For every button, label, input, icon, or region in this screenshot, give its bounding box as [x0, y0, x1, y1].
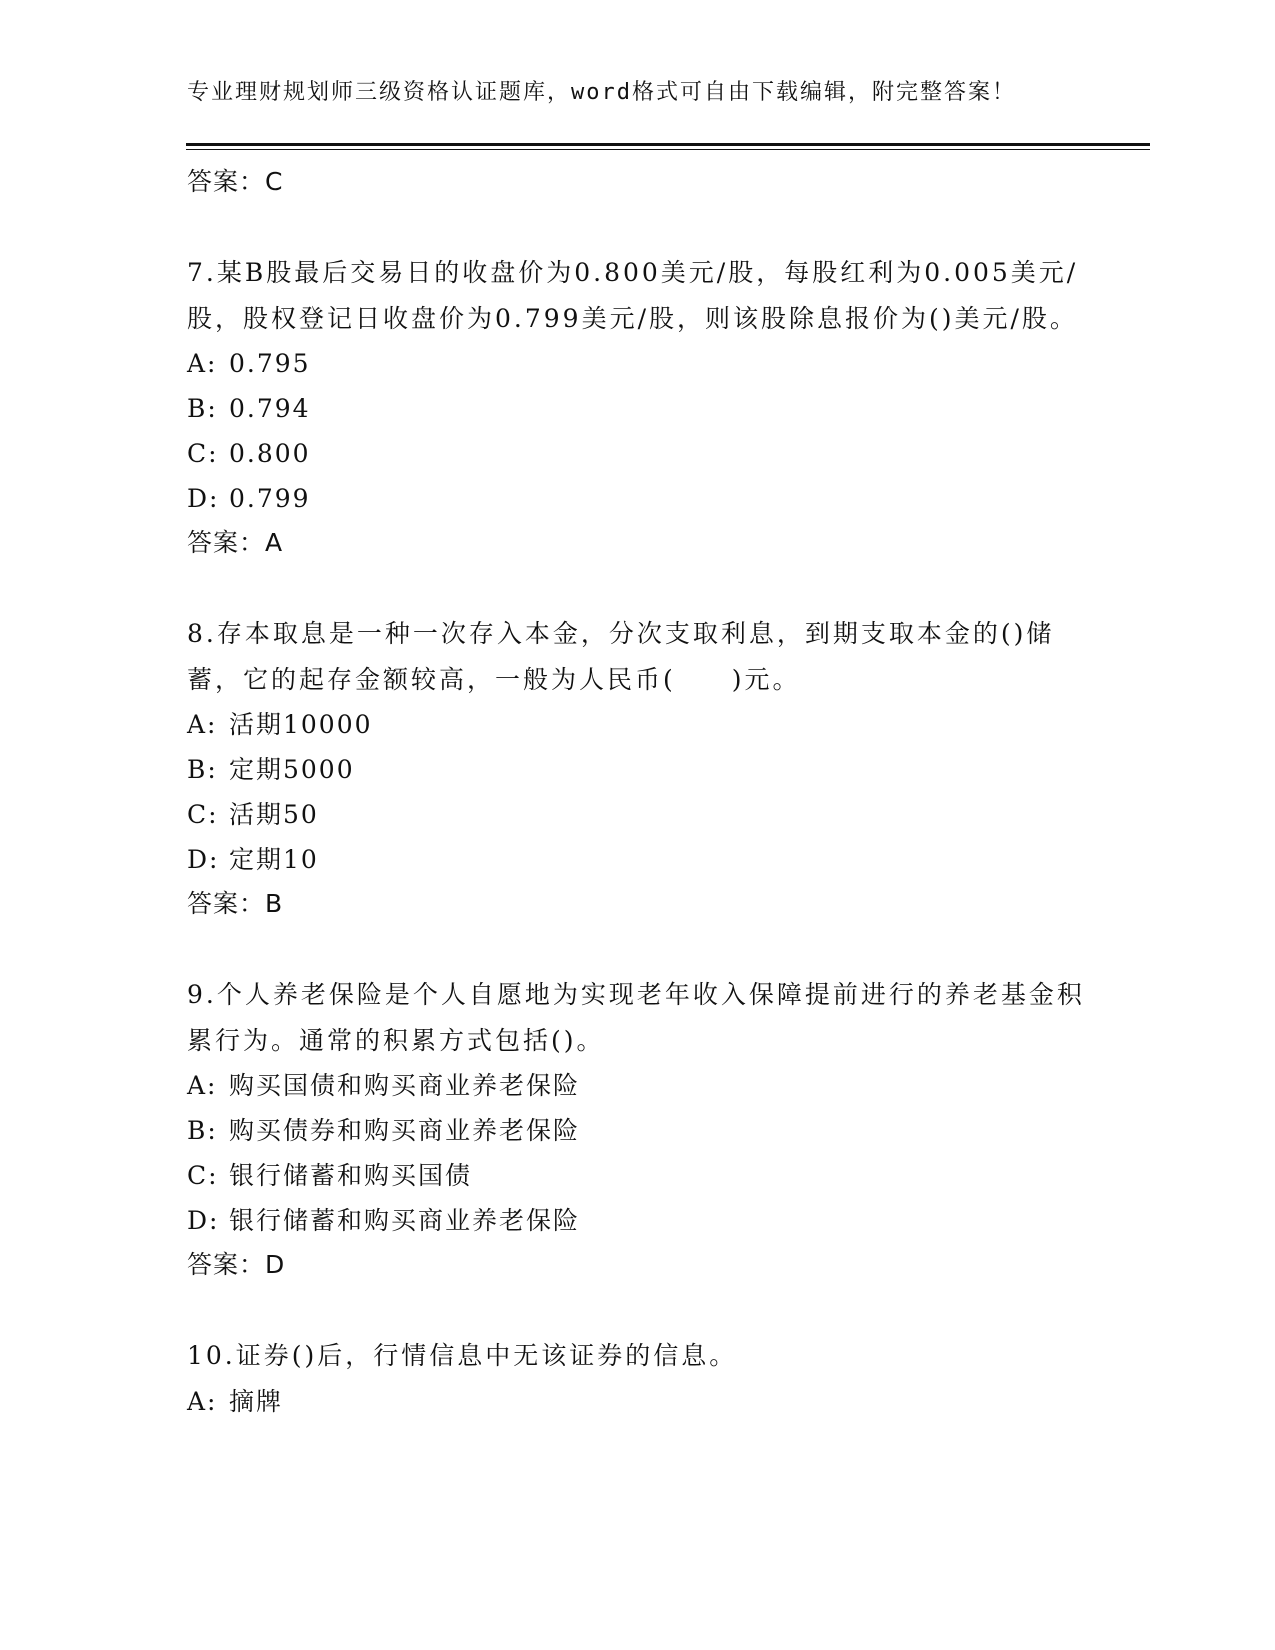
page-header: 专业理财规划师三级资格认证题库，word格式可自由下载编辑，附完整答案！: [187, 80, 1016, 105]
option-letter: D:: [187, 1206, 220, 1235]
option-text: 银行储蓄和购买商业养老保险: [229, 1206, 581, 1235]
option-item: [187, 702, 1087, 747]
option-item: [187, 386, 1087, 431]
option-letter: A:: [187, 1386, 218, 1416]
question-block: [187, 611, 1087, 926]
option-letter: D:: [187, 484, 220, 513]
question-stem: 9.个人养老保险是个人自愿地为实现老年收入保障提前进行的养老基金积累行为。通常的积累方式包括()。: [187, 980, 1085, 1055]
option-item: [187, 341, 1087, 386]
option-text: 活期10000: [229, 710, 373, 739]
option-letter: C:: [187, 1161, 219, 1190]
option-letter: B:: [187, 1116, 218, 1145]
option-text: 摘牌: [229, 1386, 284, 1416]
header-rule-thin: [186, 149, 1150, 150]
option-text: 定期5000: [229, 755, 355, 784]
option-letter: C:: [187, 439, 219, 468]
option-text: 0.800: [229, 439, 311, 468]
answer-line: 答案：D: [187, 1250, 286, 1279]
option-letter: A:: [187, 1071, 218, 1100]
answer-line: 答案：B: [187, 889, 284, 918]
option-text: 0.799: [229, 484, 311, 513]
answer-line: 答案：C: [187, 167, 284, 196]
option-item: [187, 837, 1087, 882]
option-text: 0.794: [229, 394, 311, 423]
option-item: [187, 1153, 1087, 1198]
option-item: [187, 1379, 1087, 1424]
option-item: [187, 1063, 1087, 1108]
option-text: 活期50: [229, 800, 319, 829]
option-text: 0.795: [229, 349, 311, 378]
question-block: [187, 1333, 1087, 1424]
answer-line: 答案：A: [187, 528, 284, 557]
option-letter: B:: [187, 394, 218, 423]
option-text: 定期10: [229, 845, 319, 874]
option-text: 购买债券和购买商业养老保险: [229, 1116, 581, 1145]
question-content: [187, 160, 1087, 1424]
option-letter: A:: [187, 349, 218, 378]
option-text: 银行储蓄和购买国债: [229, 1161, 473, 1190]
question-stem: 10.证券()后，行情信息中无该证券的信息。: [187, 1341, 738, 1370]
header-rule-thick: [186, 143, 1150, 146]
question-block: [187, 250, 1087, 565]
option-item: [187, 792, 1087, 837]
question-block: [187, 972, 1087, 1287]
option-letter: C:: [187, 800, 219, 829]
option-item: [187, 476, 1087, 521]
option-letter: B:: [187, 755, 218, 784]
option-letter: D:: [187, 845, 220, 874]
option-item: [187, 431, 1087, 476]
option-text: 购买国债和购买商业养老保险: [229, 1071, 581, 1100]
option-item: [187, 1108, 1087, 1153]
option-letter: A:: [187, 710, 218, 739]
option-item: [187, 1198, 1087, 1243]
option-item: [187, 747, 1087, 792]
question-stem: 7.某B股最后交易日的收盘价为0.800美元/股，每股红利为0.005美元/股，股权登记日收盘价为0.799美元/股，则该股除息报价为()美元/股。: [187, 258, 1079, 333]
question-stem: 8.存本取息是一种一次存入本金，分次支取利息，到期支取本金的()储蓄，它的起存金额较高，一般为人民币( )元。: [187, 619, 1055, 694]
